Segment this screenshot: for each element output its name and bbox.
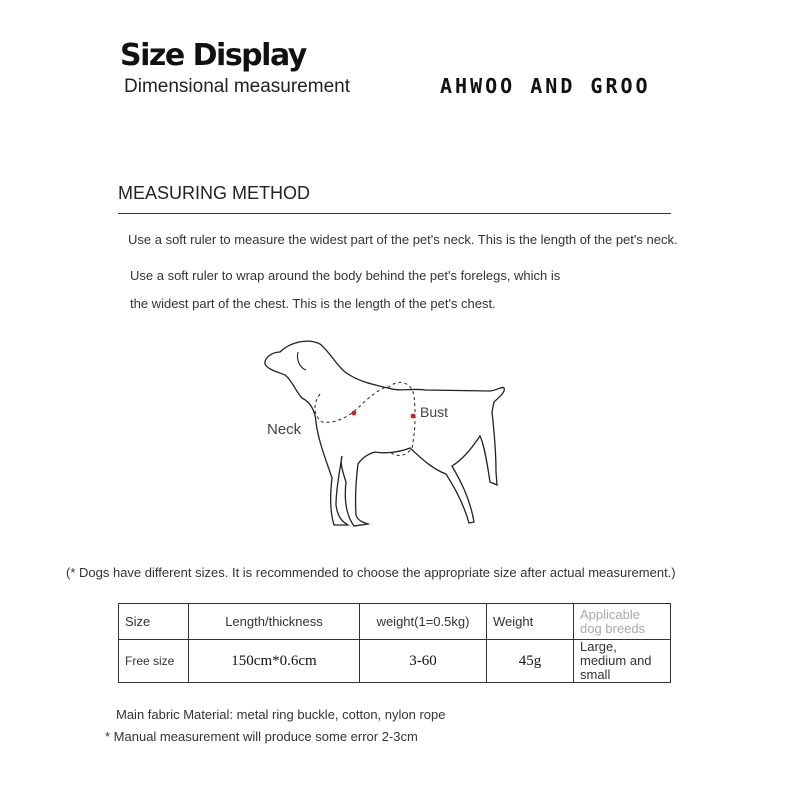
dog-ear — [297, 352, 306, 370]
header-breeds: Applicable dog breeds — [574, 604, 671, 640]
cell-breeds: Large, medium and small — [574, 640, 671, 683]
neck-measure-line — [315, 386, 388, 422]
bust-measure-line — [388, 382, 415, 455]
header-weight-kg: weight(1=0.5kg) — [360, 604, 487, 640]
neck-label: Neck — [267, 421, 302, 438]
bust-marker — [411, 414, 416, 419]
bust-label: Bust — [420, 404, 449, 420]
chest-instruction-line-1: Use a soft ruler to wrap around the body behind the pet's forelegs, which is — [130, 268, 561, 283]
header-size: Size — [119, 604, 189, 640]
fabric-material: Main fabric Material: metal ring buckle, cotton, nylon rope — [116, 707, 446, 722]
section-divider — [118, 213, 671, 214]
cell-size: Free size — [119, 640, 189, 683]
measurement-error-note: * Manual measurement will produce some error 2-3cm — [105, 729, 418, 744]
brand-logo-text: AHWOO AND GROO — [440, 74, 651, 98]
header-weight: Weight — [487, 604, 574, 640]
section-heading: MEASURING METHOD — [118, 183, 311, 203]
cell-weight-kg: 3-60 — [360, 640, 487, 683]
chest-instruction-line-2: the widest part of the chest. This is the length of the pet's chest. — [130, 296, 496, 311]
size-table — [118, 603, 671, 683]
page-title: Size Display — [120, 38, 306, 73]
cell-weight: 45g — [487, 640, 574, 683]
cell-length: 150cm*0.6cm — [189, 640, 360, 683]
page-subtitle: Dimensional measurement — [124, 76, 350, 97]
size-recommendation-note: (* Dogs have different sizes. It is recommended to choose the appropriate size after actual measurement.) — [66, 565, 676, 580]
table-row — [119, 640, 671, 683]
table-header-row — [119, 604, 671, 640]
neck-marker — [352, 411, 357, 416]
neck-instruction: Use a soft ruler to measure the widest part of the pet's neck. This is the length of the pet's neck. — [128, 232, 678, 247]
header-length: Length/thickness — [189, 604, 360, 640]
